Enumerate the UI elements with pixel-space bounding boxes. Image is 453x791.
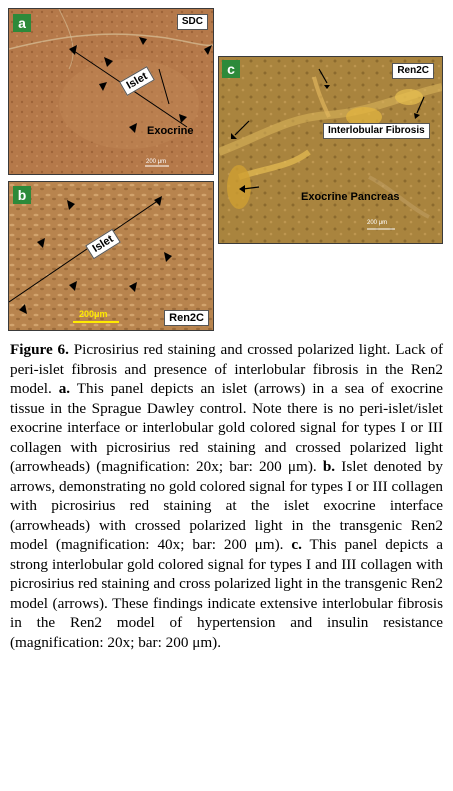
figure-caption — [10, 340, 443, 652]
panel-a-islet-label: Islet — [119, 66, 155, 96]
panel-c-micrograph — [218, 56, 443, 244]
figure-label: Figure 6. — [10, 341, 69, 358]
panel-a-scale-label: 200 μm — [146, 159, 167, 165]
panel-b-scale-label: 200μm — [79, 309, 108, 319]
panel-b-letter: b — [13, 186, 31, 204]
panel-a-micrograph — [8, 8, 214, 175]
panel-a-letter: a — [13, 14, 31, 32]
panel-b-image — [9, 182, 213, 330]
panel-b-micrograph — [8, 181, 214, 331]
caption-b-text: Islet denoted by arrows, demonstrating no gold colored signal for types I or III collagen with picrosirius red staining at the islet exocrine interface (arrowheads) with crossed polarized light in the transgenic Ren2 model (magnification: 40x; bar: 200 μm). — [10, 458, 443, 553]
panel-c-exocrine-label: Exocrine Pancreas — [301, 191, 400, 203]
panel-a-model-label: SDC — [177, 14, 208, 30]
panel-a-image — [9, 9, 213, 174]
caption-c-label: c. — [291, 536, 302, 553]
panel-b-islet-label: Islet — [85, 229, 121, 260]
caption-b-label: b. — [322, 458, 336, 475]
panel-c-image — [219, 57, 442, 243]
caption-intro: Picrosirius red staining and crossed polarized light. Lack of peri-islet fibrosis and presence of interlobular fibrosis in the Ren2 model. — [10, 341, 444, 397]
panel-c-letter: c — [222, 60, 240, 78]
panel-c-fibrosis-label: Interlobular Fibrosis — [323, 123, 430, 139]
caption-a-label: a. — [58, 380, 71, 397]
panel-a-exocrine-label: Exocrine — [147, 125, 194, 137]
panel-c-scale-label: 200 μm — [367, 220, 388, 226]
panel-b-model-label: Ren2C — [164, 310, 209, 326]
caption-c-text: This panel depicts a strong interlobular gold colored signal for types I and III collagen with picrosirius red staining and cross polarized light in the transgenic Ren2 model (arrows). These findings indicate extensive interlobular fibrosis in the Ren2 model of hypertension and insulin resistance (magnification: 20x; bar: 200 μm). — [10, 536, 443, 651]
panel-c-model-label: Ren2C — [392, 63, 434, 79]
caption-a-text: This panel depicts an islet (arrows) in a sea of exocrine tissue in the Sprague Dawley control. Note there is no peri-islet/islet exocrine interface or interlobular gold colored signal for types I or III collagen with picrosirius red staining and crossed polarized light (arrowheads) (magnification: 20x; bar: 200 μm). — [10, 380, 443, 475]
